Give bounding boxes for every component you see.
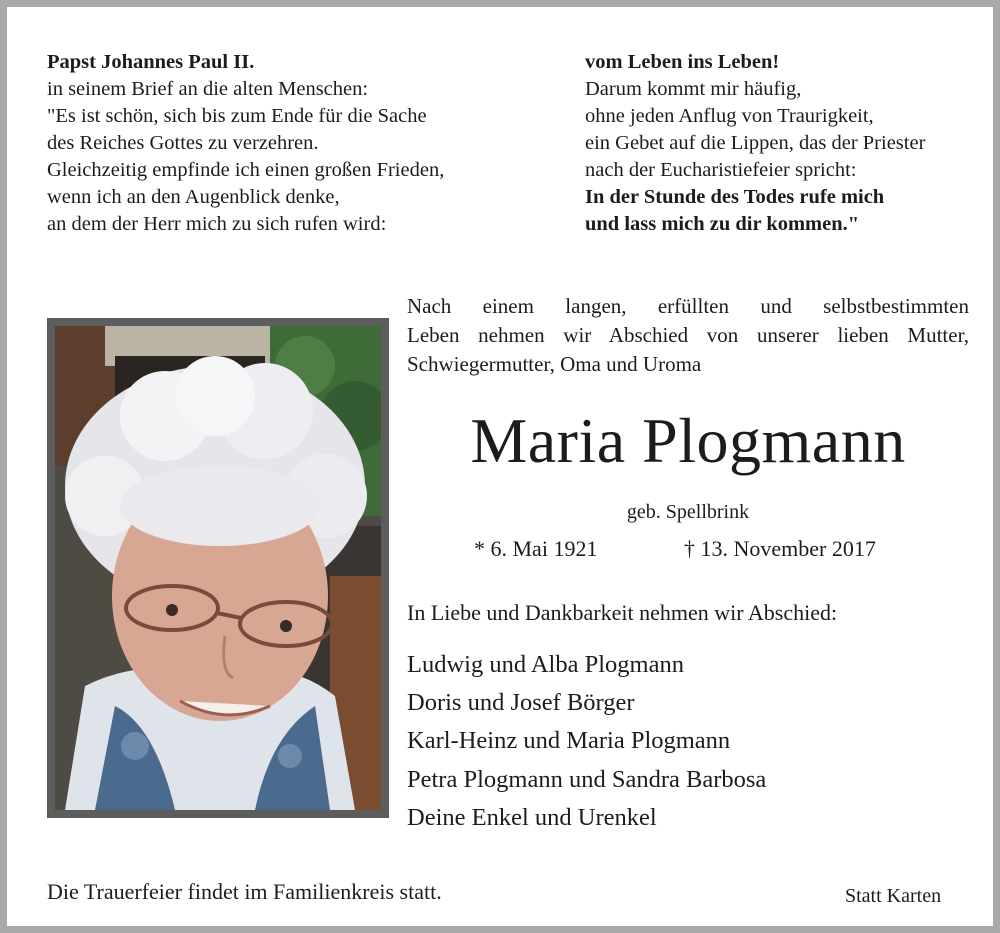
quote-line: ohne jeden Anflug von Traurigkeit, — [585, 105, 874, 127]
quote-right-column — [585, 49, 925, 238]
quote-line: und lass mich zu dir kommen." — [585, 213, 860, 235]
quote-left-column — [47, 49, 444, 238]
deceased-name: Maria Plogmann — [470, 405, 906, 476]
quote-line: Darum kommt mir häufig, — [585, 78, 802, 100]
quote-line: In der Stunde des Todes rufe mich — [585, 186, 885, 208]
intro-line: Nach einem langen, erfüllten und selbstbestimmten — [407, 294, 969, 318]
quote-line: wenn ich an den Augenblick denke, — [47, 186, 340, 208]
mourners-list — [407, 646, 766, 837]
quote-line: Gleichzeitig empfinde ich einen großen Frieden, — [47, 159, 445, 181]
quote-line: an dem der Herr mich zu sich rufen wird: — [47, 213, 387, 235]
farewell-line: In Liebe und Dankbarkeit nehmen wir Abschied: — [407, 600, 838, 625]
intro-text — [407, 292, 969, 379]
mourner-item: Deine Enkel und Urenkel — [407, 803, 657, 831]
quote-line: "Es ist schön, sich bis zum Ende für die Sache — [47, 105, 427, 127]
maiden-name: geb. Spellbrink — [626, 501, 750, 523]
quote-line: in seinem Brief an die alten Menschen: — [47, 78, 369, 100]
quote-line: vom Leben ins Leben! — [585, 51, 780, 73]
mourner-item: Karl-Heinz und Maria Plogmann — [407, 727, 731, 755]
mourner-item: Doris und Josef Börger — [407, 689, 635, 717]
quote-line: nach der Eucharistiefeier spricht: — [585, 159, 857, 181]
quote-line: ein Gebet auf die Lippen, das der Priester — [585, 132, 926, 154]
death-date: † 13. November 2017 — [684, 536, 876, 561]
statt-karten-note: Statt Karten — [845, 885, 942, 907]
birth-date: * 6. Mai 1921 — [474, 536, 598, 561]
mourner-item: Petra Plogmann und Sandra Barbosa — [407, 765, 767, 793]
portrait-photo — [47, 318, 389, 818]
intro-line: Schwiegermutter, Oma und Uroma — [407, 352, 702, 376]
intro-line: Leben nehmen wir Abschied von unserer lieben Mutter, — [407, 323, 969, 347]
quote-line: Papst Johannes Paul II. — [47, 51, 255, 73]
ceremony-note: Die Trauerfeier findet im Familienkreis statt. — [47, 879, 442, 904]
mourner-item: Ludwig und Alba Plogmann — [407, 651, 684, 678]
quote-line: des Reiches Gottes zu verzehren. — [47, 132, 319, 154]
